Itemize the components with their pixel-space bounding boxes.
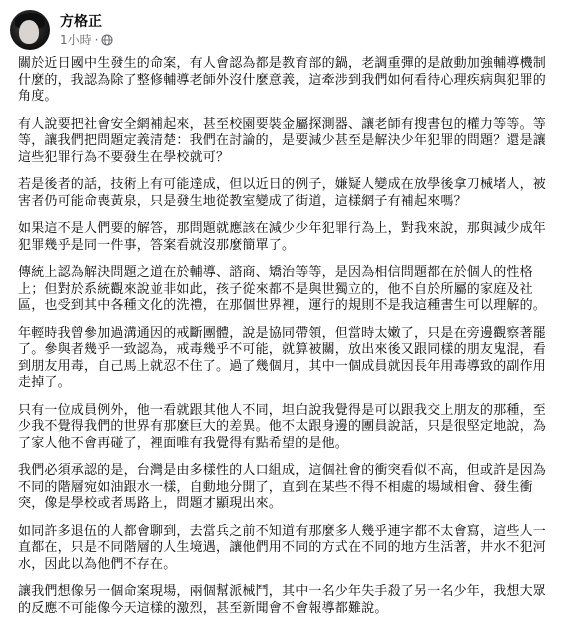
avatar[interactable] (10, 10, 50, 50)
post-subline (60, 32, 113, 48)
globe-icon (101, 34, 113, 46)
author-name[interactable]: 方格正 (60, 13, 102, 30)
post-paragraph: 年輕時我曾參加過溝通因的戒斷團體，說是協同帶領，但當時太嫩了，只是在旁邊觀察著罷了。參與者幾乎一致認為，戒毒幾乎不可能，就算被關，放出來後又跟同樣的朋友鬼混，看到朋友用毒，自己馬上就忍不住了。過了幾個月，其中一個成員就因長年用毒導致的副作用走掉了。 (18, 325, 547, 390)
post-paragraph: 只有一位成員例外，他一看就跟其他人不同，坦白說我覺得是可以跟我交上朋友的那種，至少我不覺得我們的世界有那麼巨大的差異。他不太跟身邊的團員說話，只是很堅定地說，為了家人他不會再碰了，裡面唯有我覺得有點希望的是他。 (18, 402, 547, 451)
avatar-face (19, 20, 39, 44)
post-paragraph: 如同許多退伍的人都會聊到，去當兵之前不知道有那麼多人幾乎連字都不太會寫，這些人一直都在，只是不同階層的人生境遇，讓他們用不同的方式在不同的地方生活著，井水不犯河水，因此以為他們不存在。 (18, 523, 547, 572)
post-paragraph: 傳統上認為解決問題之道在於輔導、諮商、矯治等等，是因為相信問題都在於個人的性格上；但對於系統觀來說並非如此，孩子從來都不是與世獨立的，他不自於所屬的家庭及社區，也受到其中各種文化的洗禮，在那個世界裡，運行的規則不是我這種書生可以理解的。 (18, 265, 547, 313)
post-body (18, 56, 558, 628)
post-meta (60, 13, 113, 48)
post-paragraph: 關於近日國中生發生的命案，有人會認為都是教育部的鍋，老調重彈的是啟動加強輔導機制什麼的，我認為除了整修輔導老師外沒什麼意義，這牽涉到我們如何看待心理疾病與犯罪的角度。 (18, 56, 547, 104)
separator-dot: · (94, 32, 99, 47)
post-paragraph: 若是後者的話，技術上有可能達成，但以近日的例子，嫌疑人變成在放學後拿刀械堵人，被害者仍可能命喪黃泉，只是發生地從教室變成了街道，這樣網子有補起來嗎？ (18, 177, 547, 209)
post-header (10, 10, 113, 50)
post-time[interactable]: 1小時 (60, 32, 92, 47)
post-paragraph: 有人說要把社會安全網補起來，甚至校園要裝金屬探測器、讓老師有搜書包的權力等等。等等，讓我們把問題定義清楚：我們在討論的，是要減少甚至是解決少年犯罪的問題？還是讓這些犯罪行為不要發生在學校就可？ (18, 116, 547, 165)
post-paragraph: 讓我們想像另一個命案現場，兩個幫派械鬥，其中一名少年失手殺了另一名少年，我想大眾的反應不可能像今天這樣的激烈，甚至新聞會不會報導都難說。 (18, 584, 547, 616)
post-paragraph: 我們必須承認的是，台灣是由多樣性的人口組成，這個社會的衝突看似不高，但或許是因為不同的階層宛如油跟水一樣，自動地分開了，直到在某些不得不相處的場域相會、發生衝突，像是學校或者馬路上，問題才顯現出來。 (18, 463, 547, 511)
post-paragraph: 如果這不是人們要的解答，那問題就應該在減少少年犯罪行為上，對我來說，那與減少成年犯罪幾乎是同一件事，答案看就沒那麼簡單了。 (18, 221, 547, 253)
